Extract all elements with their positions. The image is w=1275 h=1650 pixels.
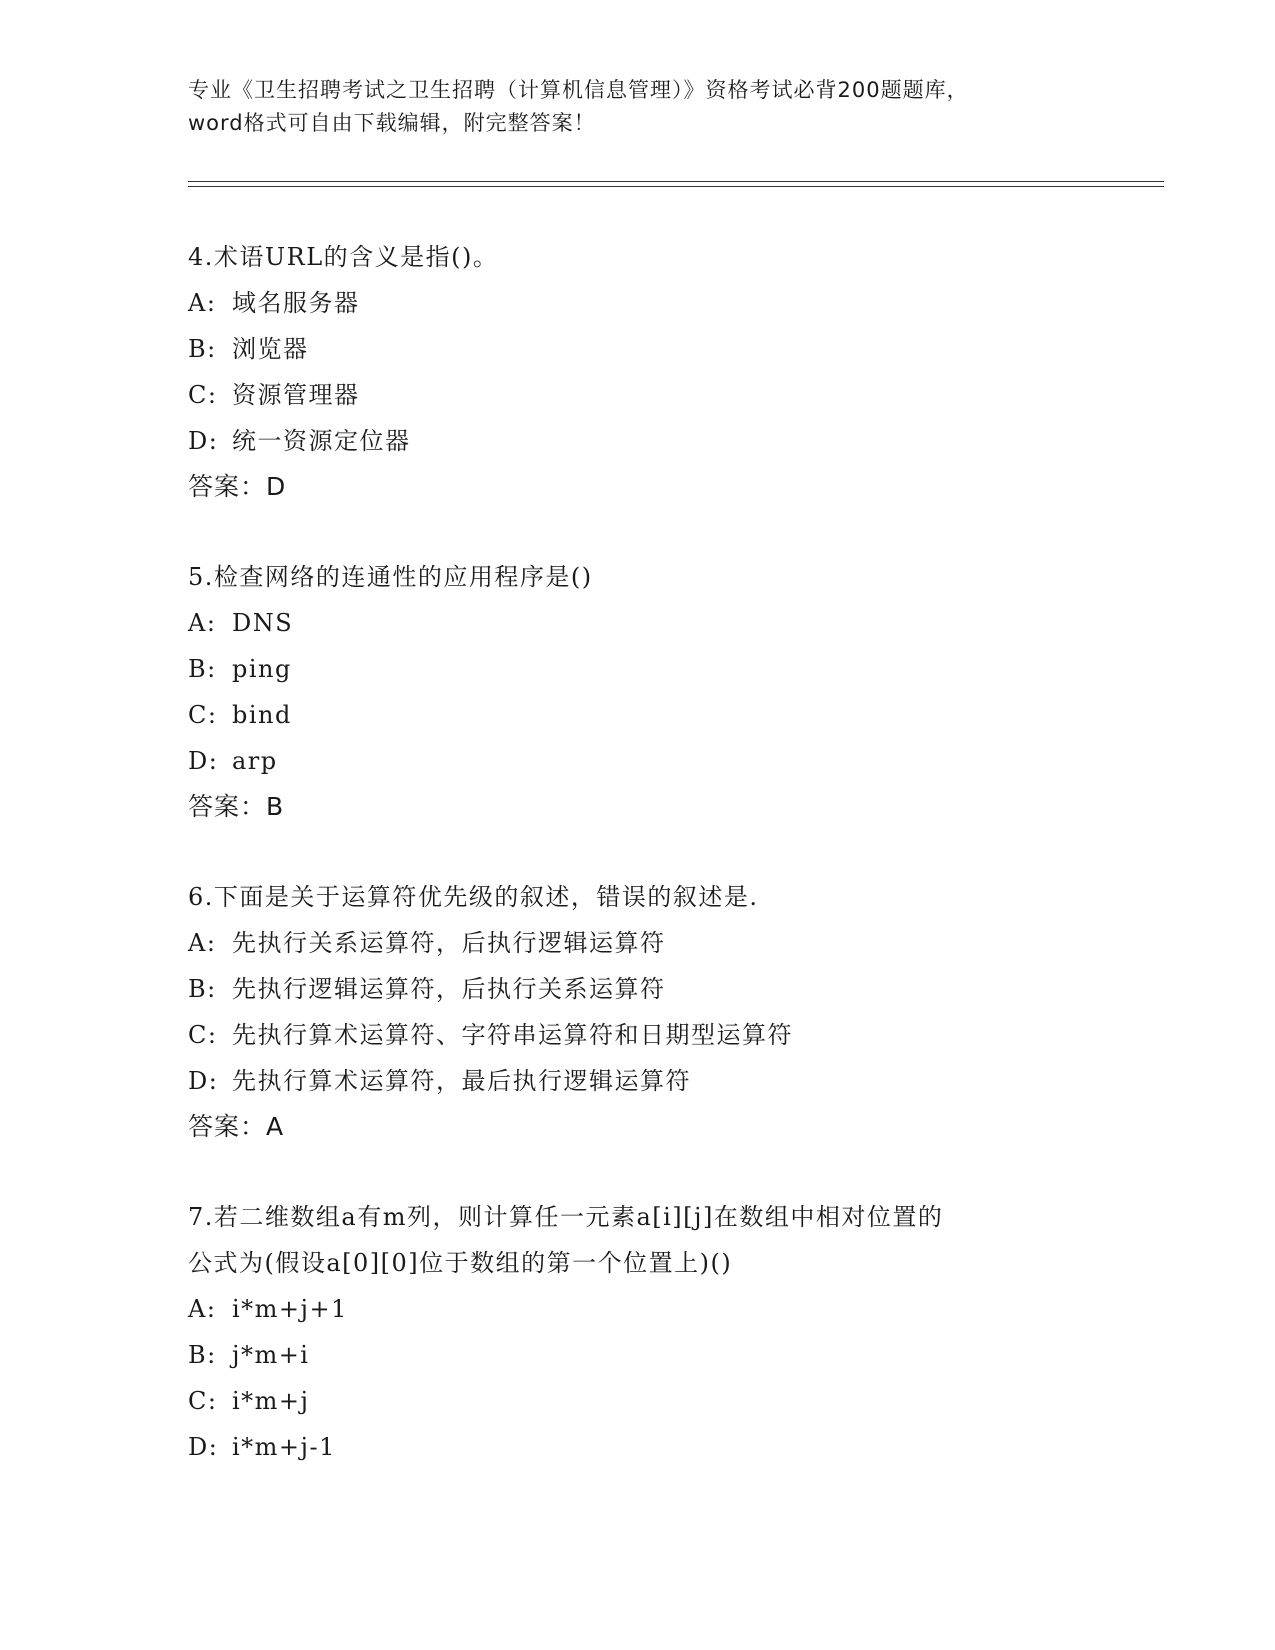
option-text: 先执行关系运算符，后执行逻辑运算符 — [232, 929, 666, 957]
option-text: 域名服务器 — [232, 289, 360, 317]
option-d — [188, 738, 1148, 784]
option-label: D: — [188, 1067, 219, 1095]
option-label: A: — [188, 1295, 217, 1323]
option-a — [188, 280, 1148, 326]
option-text: 先执行逻辑运算符，后执行关系运算符 — [232, 975, 666, 1003]
option-label: C: — [188, 701, 218, 729]
header-line-1: 专业《卫生招聘考试之卫生招聘（计算机信息管理）》资格考试必背200题题库， — [188, 78, 969, 102]
answer-line: 答案：B — [188, 792, 285, 821]
question-stem: 5.检查网络的连通性的应用程序是() — [188, 563, 593, 591]
option-c — [188, 1012, 1148, 1058]
option-a — [188, 600, 1148, 646]
option-b — [188, 1332, 1148, 1378]
option-label: B: — [188, 1341, 217, 1369]
option-label: C: — [188, 1387, 218, 1415]
option-c — [188, 372, 1148, 418]
option-label: A: — [188, 289, 217, 317]
question-stem-line-1: 7.若二维数组a有m列，则计算任一元素a[i][j]在数组中相对位置的 — [188, 1203, 944, 1231]
option-text: 统一资源定位器 — [232, 427, 411, 455]
question-stem: 6.下面是关于运算符优先级的叙述，错误的叙述是. — [188, 883, 759, 911]
question-6 — [188, 874, 1148, 1150]
option-text: DNS — [232, 609, 294, 637]
question-stem-line-2: 公式为(假设a[0][0]位于数组的第一个位置上)() — [188, 1249, 733, 1277]
option-d — [188, 1058, 1148, 1104]
answer-line: 答案：A — [188, 1112, 285, 1141]
option-c — [188, 692, 1148, 738]
option-text: bind — [232, 701, 292, 729]
option-a — [188, 920, 1148, 966]
question-stem: 4.术语URL的含义是指()。 — [188, 243, 499, 271]
option-text: 先执行算术运算符，最后执行逻辑运算符 — [232, 1067, 691, 1095]
option-label: C: — [188, 1021, 218, 1049]
option-b — [188, 326, 1148, 372]
option-label: D: — [188, 427, 219, 455]
option-d — [188, 1424, 1148, 1470]
option-label: D: — [188, 1433, 219, 1461]
option-d — [188, 418, 1148, 464]
option-text: j*m+i — [232, 1341, 310, 1369]
option-b — [188, 646, 1148, 692]
option-label: A: — [188, 609, 217, 637]
header-divider-bottom — [188, 186, 1164, 187]
option-text: i*m+j — [232, 1387, 310, 1415]
option-text: arp — [232, 747, 278, 775]
option-label: A: — [188, 929, 217, 957]
header-line-2: word格式可自由下载编辑，附完整答案！ — [188, 111, 596, 135]
option-text: 资源管理器 — [232, 381, 360, 409]
option-label: C: — [188, 381, 218, 409]
option-text: i*m+j-1 — [232, 1433, 336, 1461]
option-label: B: — [188, 655, 217, 683]
option-text: 浏览器 — [232, 335, 309, 363]
option-text: i*m+j+1 — [232, 1295, 348, 1323]
option-a — [188, 1286, 1148, 1332]
header-divider-top — [188, 181, 1164, 182]
option-label: D: — [188, 747, 219, 775]
option-text: 先执行算术运算符、字符串运算符和日期型运算符 — [232, 1021, 793, 1049]
question-4 — [188, 234, 1148, 510]
question-list — [188, 234, 1148, 1514]
option-text: ping — [232, 655, 292, 683]
document-header — [188, 74, 1088, 140]
question-7 — [188, 1194, 1148, 1470]
option-c — [188, 1378, 1148, 1424]
question-5 — [188, 554, 1148, 830]
option-label: B: — [188, 335, 217, 363]
answer-line: 答案：D — [188, 472, 287, 501]
option-b — [188, 966, 1148, 1012]
option-label: B: — [188, 975, 217, 1003]
